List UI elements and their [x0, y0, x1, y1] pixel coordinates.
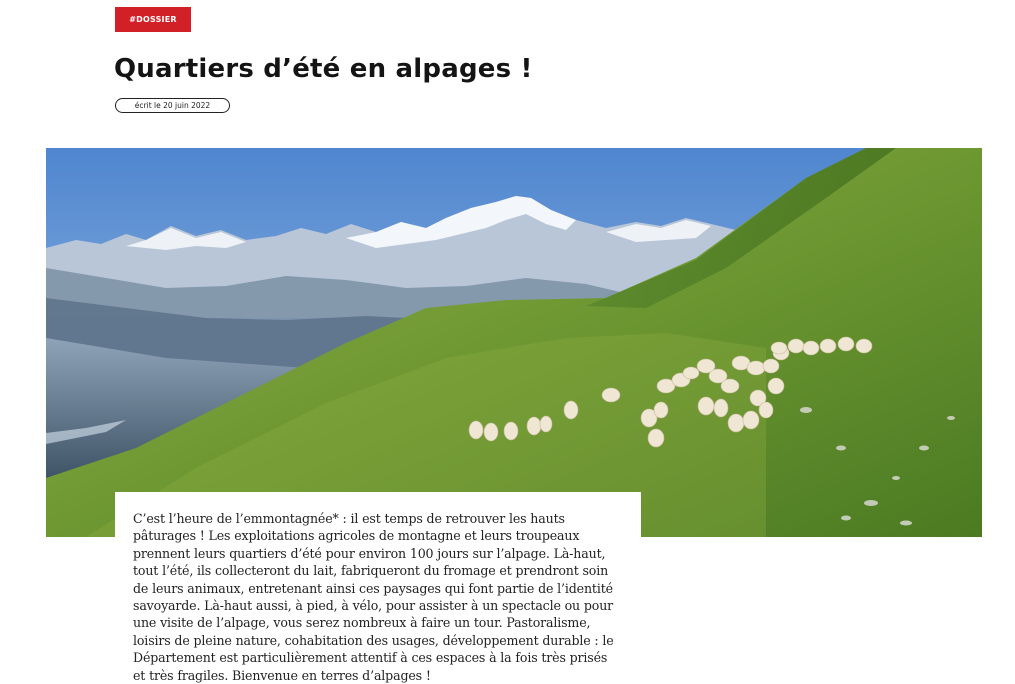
intro-card	[115, 492, 641, 682]
article-date: écrit le 20 juin 2022	[115, 98, 230, 113]
hero-image	[46, 148, 982, 537]
dossier-tag[interactable]: #DOSSIER	[115, 7, 191, 32]
alpine-sheep-photo	[46, 148, 982, 537]
article-title: Quartiers d’été en alpages !	[114, 54, 533, 84]
intro-text: C’est l’heure de l’emmontagnée* : il est temps de retrouver les hauts pâturages ! Les exploitations agricoles de montagne et leurs troupeaux prennent leurs quartiers d’été pour environ 100 jours sur l’alpage. Là-haut, tout l’été, ils collecteront du lait, fabriqueront du fromage et prendront soin de leurs animaux, entretenant ainsi ces paysages qui font partie de l’identité savoyarde. Là-haut aussi, à pied, à vélo, pour assister à un spectacle ou pour une visite de l’alpage, vous serez nombreux à faire un tour. Pastoralisme, loisirs de pleine nature, cohabitation des usages, développement durable : le Département est particulièrement attentif à ces espaces à la fois très prisés et très fragiles. Bienvenue en terres d’alpages !	[133, 511, 614, 683]
